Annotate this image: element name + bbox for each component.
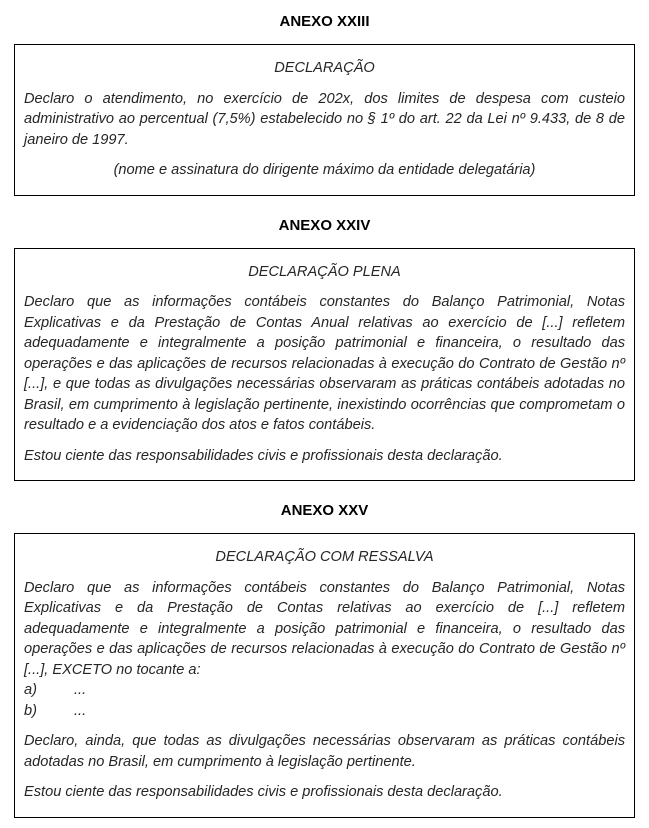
annex-xxiv-title: ANEXO XXIV <box>278 216 371 234</box>
list-item <box>24 680 625 701</box>
annex-xxiii-title: ANEXO XXIII <box>279 13 370 30</box>
annex-xxv-box-heading: DECLARAÇÃO COM RESSALVA <box>215 549 434 565</box>
annex-xxiv-acknowledgement-paragraph: Estou ciente das responsabilidades civis e profissionais desta declaração. <box>24 447 503 464</box>
annex-xxiii-section <box>14 13 635 196</box>
annex-xxiv-declaration-box <box>14 248 635 482</box>
list-item-text: ... <box>74 702 87 719</box>
annex-xxv-declaration-box <box>14 533 635 818</box>
annex-xxv-title: ANEXO XXV <box>280 502 369 519</box>
annex-xxv-acknowledgement-paragraph: Estou ciente das responsabilidades civis e profissionais desta declaração. <box>24 784 503 800</box>
annex-xxv-addendum-paragraph: Declaro, ainda, que todas as divulgações necessárias observaram as práticas contábeis adotadas no Brasil, em cumprimento à legislação pertinente. <box>24 733 625 770</box>
annex-xxiii-body-paragraph: Declaro o atendimento, no exercício de 202x, dos limites de despesa com custeio administrativo ao percentual (7,5%) estabelecido no § 1º do art. 22 da Lei nº 9.433, de 8 de janeiro de 1997. <box>24 90 625 148</box>
list-item <box>24 701 625 722</box>
annex-xxv-body-paragraph: Declaro que as informações contábeis constantes do Balanço Patrimonial, Notas Explicativas e da Prestação de Contas relativas ao exercício de [...] refletem adequadamente e integralmente a posição patrimonial e financeira, o resultado das operações e das aplicações de recursos relacionadas à execução do Contrato de Gestão nº [...], EXCETO no tocante a: <box>24 579 625 678</box>
list-item-text: ... <box>74 682 87 698</box>
list-item-marker: b) <box>24 702 37 719</box>
annex-xxv-section <box>14 502 635 818</box>
annex-xxiv-box-heading: DECLARAÇÃO PLENA <box>248 263 401 280</box>
annex-xxiv-body-paragraph: Declaro que as informações contábeis constantes do Balanço Patrimonial, Notas Explicativas e da Prestação de Contas Anual relativas ao exercício de [...] refletem adequadamente e integralmente a posição patrimonial e financeira, o resultado das operações e das aplicações de recursos relacionadas à execução do Contrato de Gestão nº [...], e que todas as divulgações necessárias observaram as práticas contábeis adotadas no Brasil, em cumprimento à legislação pertinente, inexistindo ocorrências que comprometam o resultado e a evidenciação dos atos e fatos contábeis. <box>24 294 625 433</box>
annex-xxiii-declaration-box <box>14 44 635 196</box>
annex-xxiii-box-heading: DECLARAÇÃO <box>274 60 375 76</box>
annex-xxiv-section <box>14 217 635 482</box>
list-item-marker: a) <box>24 682 37 698</box>
annex-xxiii-signature-note: (nome e assinatura do dirigente máximo da entidade delegatária) <box>113 162 536 178</box>
exception-list <box>24 680 625 721</box>
